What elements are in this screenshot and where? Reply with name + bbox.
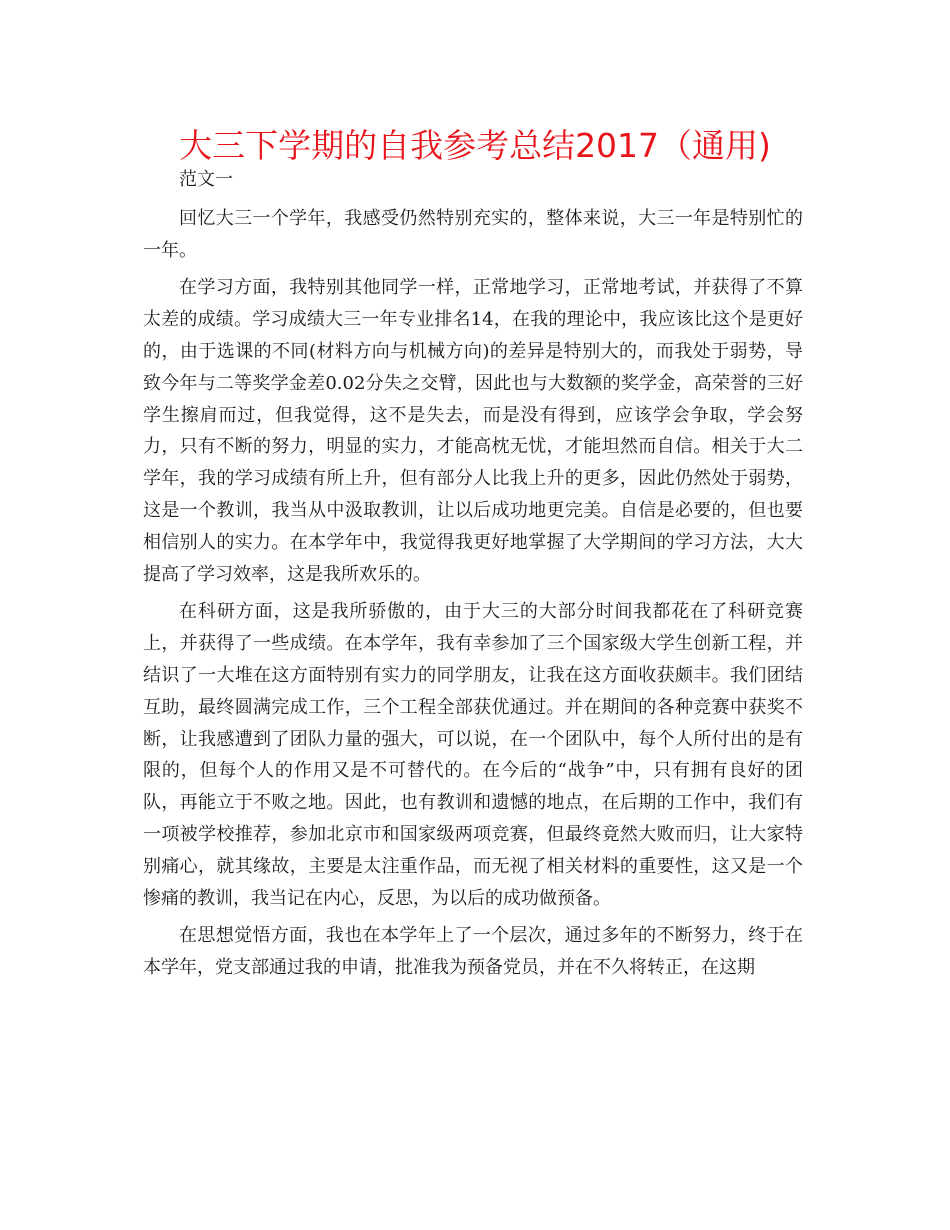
- document-body: [143, 164, 803, 990]
- paragraph-intro: 回忆大三一个学年，我感受仍然特别充实的，整体来说，大三一年是特别忙的一年。: [143, 207, 803, 261]
- paragraph-ideology: 在思想觉悟方面，我也在本学年上了一个层次，通过多年的不断努力，终于在本学年，党支部通过我的申请，批准我为预备党员，并在不久将转正，在这期: [143, 925, 803, 979]
- document-subtitle: 范文一: [179, 169, 233, 190]
- paragraph-study: 在学习方面，我特别其他同学一样，正常地学习，正常地考试，并获得了不算太差的成绩。学习成绩大三一年专业排名14，在我的理论中，我应该比这个是更好的，由于选课的不同(材料方向与机械方向)的差异是特别大的，而我处于弱势，导致今年与二等奖学金差0.02分失之交臂，因此也与大数额的奖学金，高荣誉的三好学生擦肩而过，但我觉得，这不是失去，而是没有得到，应该学会争取，学会努力，只有不断的努力，明显的实力，才能高枕无忧，才能坦然而自信。相关于大二学年，我的学习成绩有所上升，但有部分人比我上升的更多，因此仍然处于弱势，这是一个教训，我当从中汲取教训，让以后成功地更完美。自信是必要的，但也要相信别人的实力。在本学年中，我觉得我更好地掌握了大学期间的学习方法，大大提高了学习效率，这是我所欢乐的。: [143, 277, 803, 585]
- paragraph-research: 在科研方面，这是我所骄傲的，由于大三的大部分时间我都花在了科研竞赛上，并获得了一些成绩。在本学年，我有幸参加了三个国家级大学生创新工程，并结识了一大堆在这方面特别有实力的同学朋友，让我在这方面收获颇丰。我们团结互助，最终圆满完成工作，三个工程全部获优通过。并在期间的各种竞赛中获奖不断，让我感遭到了团队力量的强大，可以说，在一个团队中，每个人所付出的是有限的，但每个人的作用又是不可替代的。在今后的“战争”中，只有拥有良好的团队，再能立于不败之地。因此，也有教训和遗憾的地点，在后期的工作中，我们有一项被学校推荐，参加北京市和国家级两项竞赛，但最终竟然大败而归，让大家特别痛心，就其缘故，主要是太注重作品，而无视了相关材料的重要性，这又是一个惨痛的教训，我当记在内心，反思，为以后的成功做预备。: [143, 601, 803, 909]
- document-title: 大三下学期的自我参考总结2017（通用): [179, 126, 771, 165]
